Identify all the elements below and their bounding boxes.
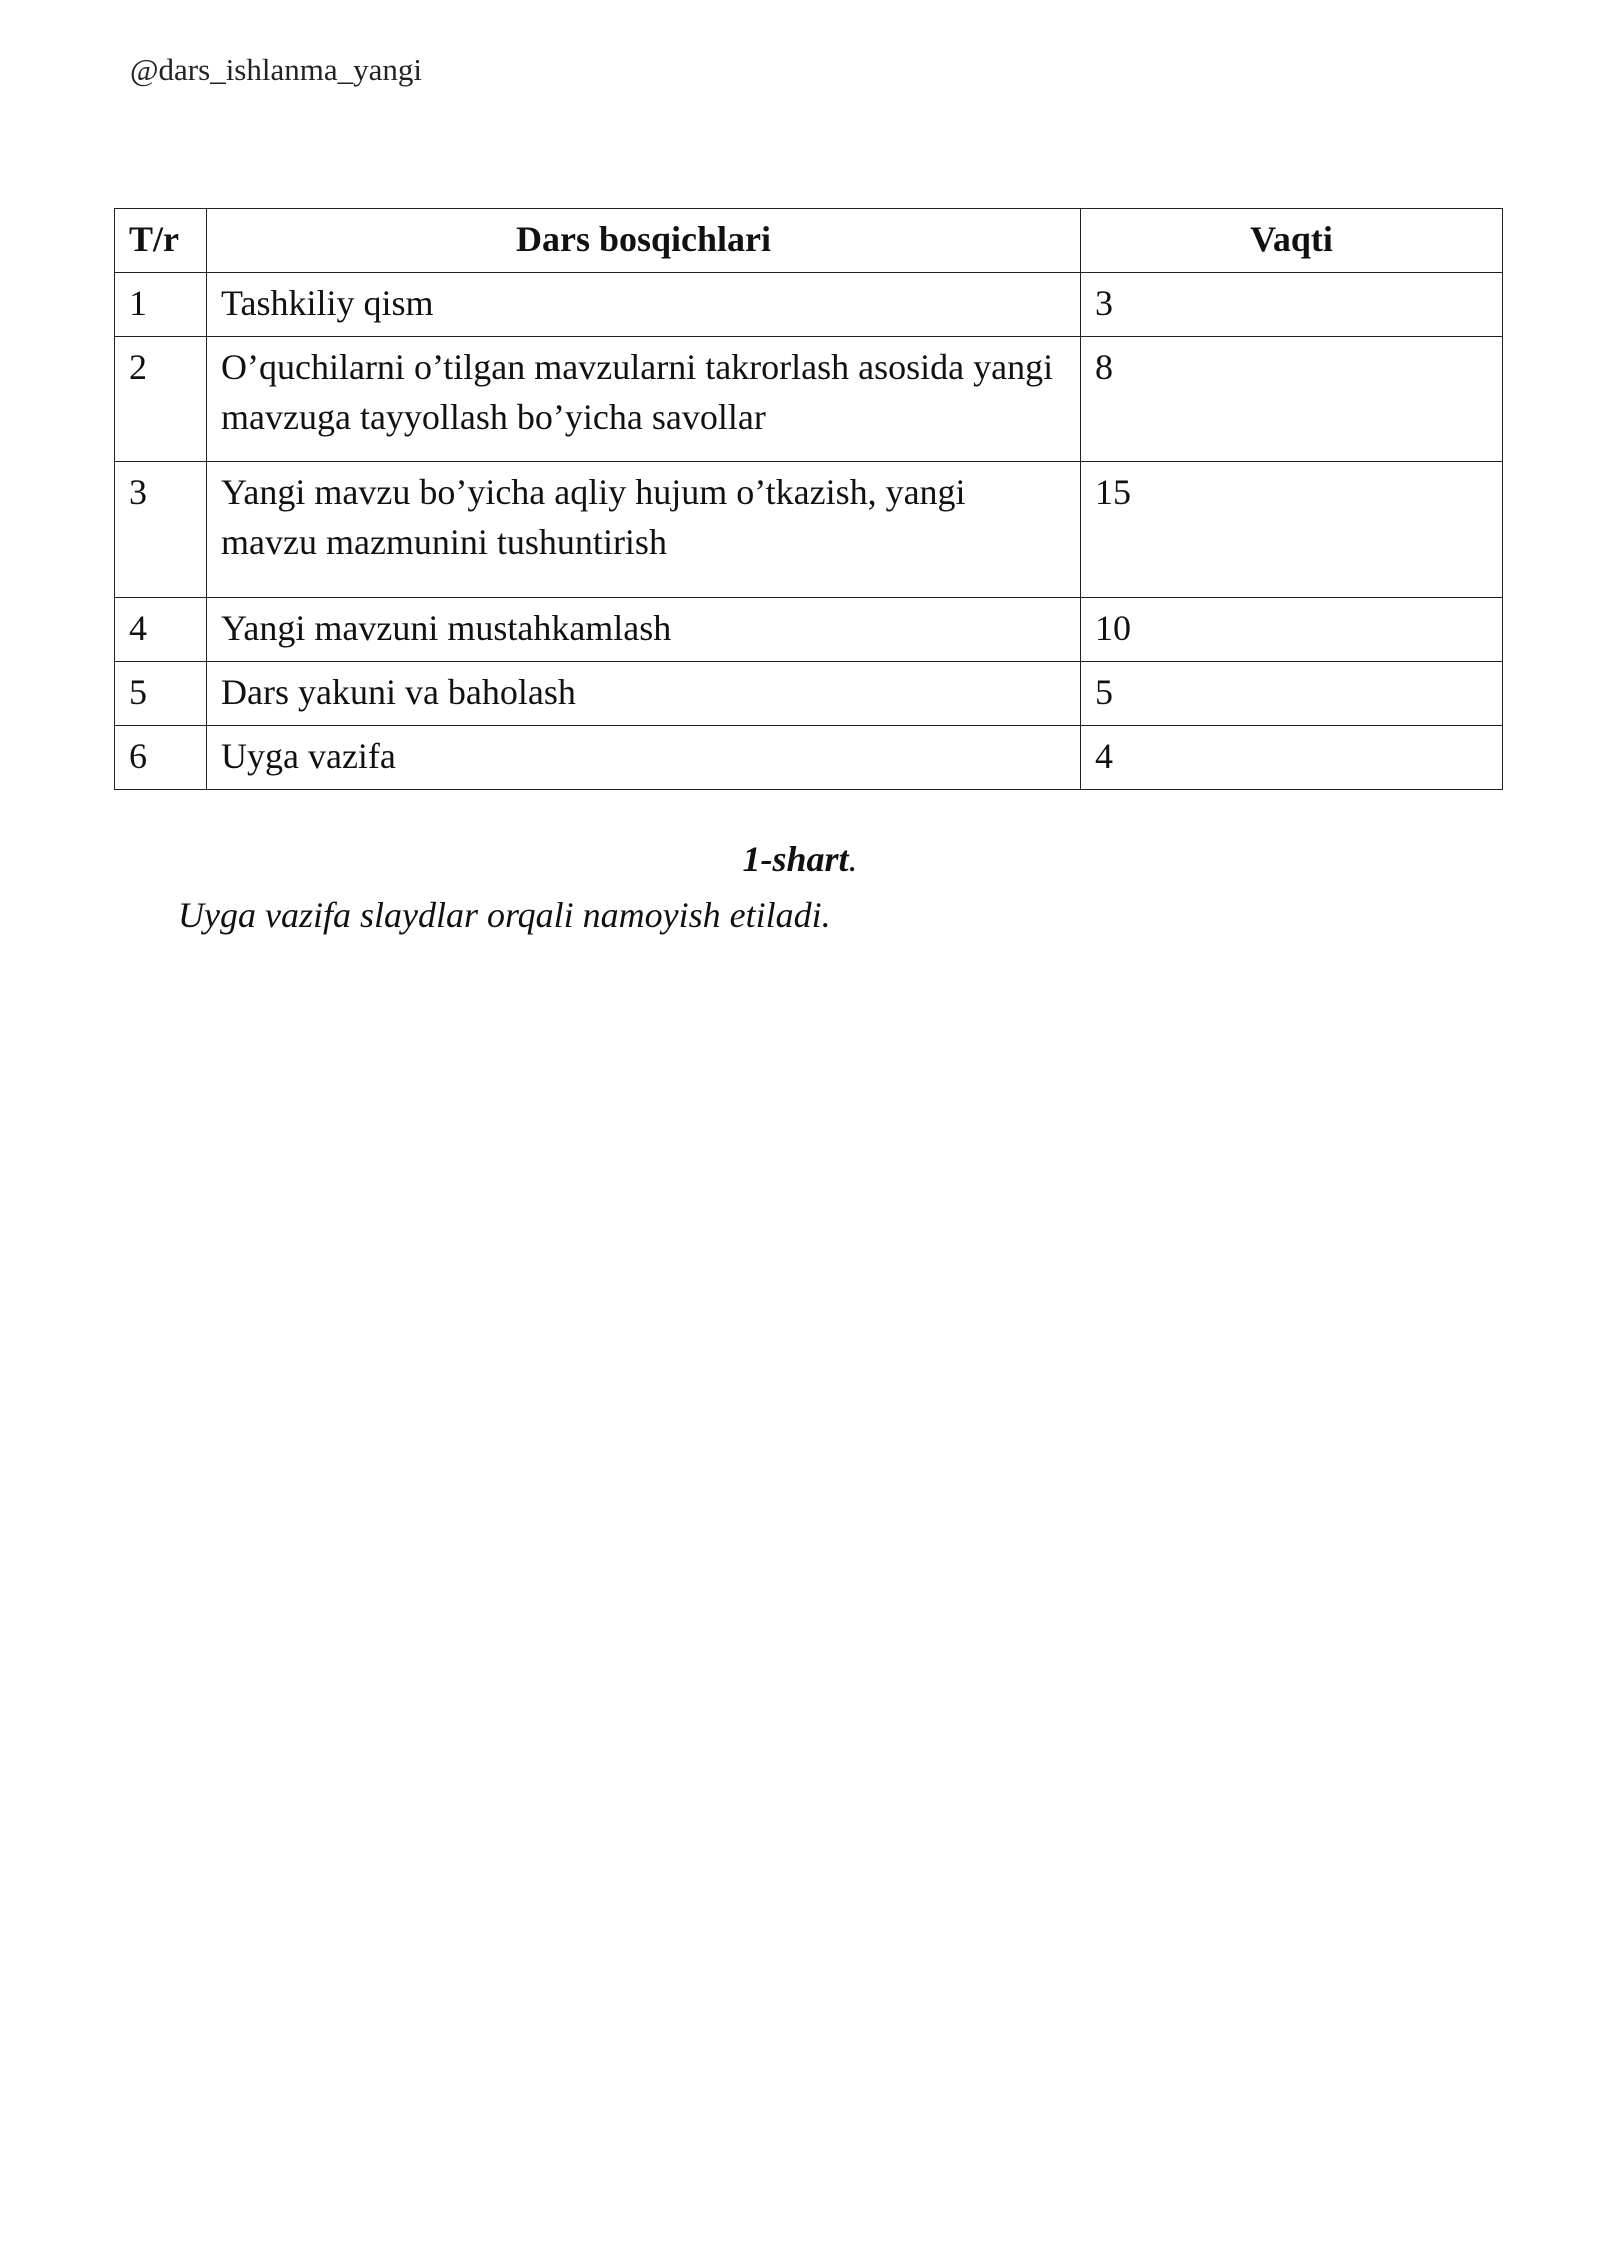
row-number: 5 bbox=[115, 662, 207, 726]
caption-suffix: . bbox=[848, 839, 858, 879]
table-row bbox=[115, 337, 1503, 462]
row-stage: Tashkiliy qism bbox=[207, 273, 1081, 337]
table-row bbox=[115, 726, 1503, 790]
row-number: 3 bbox=[115, 462, 207, 598]
table-row bbox=[115, 462, 1503, 598]
row-time: 8 bbox=[1081, 337, 1503, 462]
row-time: 4 bbox=[1081, 726, 1503, 790]
table-caption bbox=[0, 838, 1600, 880]
row-stage: Dars yakuni va baholash bbox=[207, 662, 1081, 726]
column-header-time: Vaqti bbox=[1081, 209, 1503, 273]
lesson-stages-table bbox=[114, 208, 1503, 790]
header-handle: @dars_ishlanma_yangi bbox=[130, 52, 422, 87]
row-number: 2 bbox=[115, 337, 207, 462]
caption-label: 1-shart bbox=[742, 839, 849, 879]
row-number: 4 bbox=[115, 598, 207, 662]
row-number: 6 bbox=[115, 726, 207, 790]
row-stage: Yangi mavzu bo’yicha aqliy hujum o’tkazish, yangi mavzu mazmunini tushuntirish bbox=[207, 462, 1081, 598]
table-row bbox=[115, 662, 1503, 726]
row-stage: Uyga vazifa bbox=[207, 726, 1081, 790]
table-row bbox=[115, 598, 1503, 662]
row-time: 5 bbox=[1081, 662, 1503, 726]
row-stage: O’quchilarni o’tilgan mavzularni takrorlash asosida yangi mavzuga tayyollash bo’yicha savollar bbox=[207, 337, 1081, 462]
column-header-stages: Dars bosqichlari bbox=[207, 209, 1081, 273]
homework-note: Uyga vazifa slaydlar orqali namoyish etiladi. bbox=[178, 895, 831, 935]
row-number: 1 bbox=[115, 273, 207, 337]
row-time: 15 bbox=[1081, 462, 1503, 598]
table-row bbox=[115, 273, 1503, 337]
column-header-number: T/r bbox=[115, 209, 207, 273]
row-time: 3 bbox=[1081, 273, 1503, 337]
row-stage: Yangi mavzuni mustahkamlash bbox=[207, 598, 1081, 662]
row-time: 10 bbox=[1081, 598, 1503, 662]
table-header-row bbox=[115, 209, 1503, 273]
